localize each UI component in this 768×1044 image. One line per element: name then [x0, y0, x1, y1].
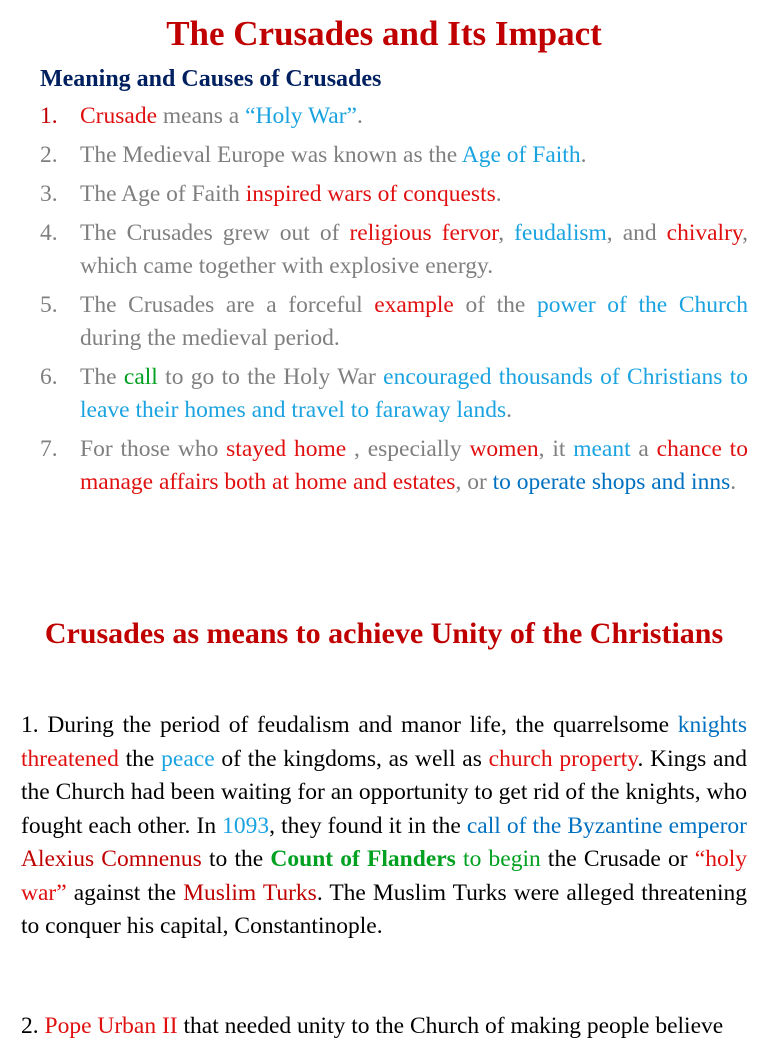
- text-run: to begin: [463, 846, 541, 872]
- text-run: , especially: [346, 436, 470, 462]
- list-number: 6.: [40, 364, 58, 390]
- text-run: chivalry: [666, 220, 743, 246]
- text-run: . The Muslim Turks were alleged threatening to conquer his capital, Constantinople.: [21, 879, 747, 939]
- text-run: .: [730, 469, 737, 495]
- text-run: Count of Flanders: [270, 846, 456, 872]
- text-run: the: [118, 745, 162, 772]
- list-item: [0, 139, 748, 172]
- text-run: religious fervor: [349, 220, 499, 246]
- text-run: meant: [573, 436, 631, 462]
- list-number: 1.: [40, 103, 58, 129]
- text-run: “holy war”: [21, 846, 748, 906]
- text-run: a: [630, 436, 657, 462]
- list-number: 4.: [40, 220, 58, 246]
- text-run: call: [123, 364, 158, 390]
- text-run: of the kingdoms, as well as: [214, 745, 489, 772]
- body-paragraph: [21, 709, 747, 944]
- text-run: ,: [498, 220, 515, 246]
- text-run: power of the Church: [536, 292, 748, 318]
- text-run: The Crusades are a forceful: [80, 292, 375, 318]
- page-title: The Crusades and Its Impact: [166, 14, 602, 53]
- text-run: 2.: [21, 1013, 45, 1039]
- list-item: [0, 100, 748, 133]
- text-run: . Kings and the Church had been waiting for an opportunity to get rid of the knights, who fought each other. In: [21, 745, 747, 839]
- list-number: 2.: [40, 142, 58, 168]
- text-run: church property: [488, 745, 638, 772]
- text-run: Muslim Turks: [183, 879, 317, 906]
- text-run: The Age of Faith: [80, 181, 246, 207]
- text-run: “Holy War”: [245, 103, 357, 129]
- list-item-text: [80, 142, 586, 168]
- list-number: 5.: [40, 292, 58, 318]
- text-run: the Crusade or: [540, 846, 695, 872]
- text-run: The Medieval Europe was known as the: [80, 142, 462, 168]
- text-run: For those who: [80, 436, 227, 462]
- causes-list: [0, 100, 748, 505]
- list-number: 3.: [40, 181, 58, 207]
- list-item-text: [80, 292, 748, 351]
- text-run: women: [469, 436, 539, 462]
- text-run: .: [356, 103, 363, 129]
- text-run: example: [374, 292, 454, 318]
- text-run: Crusade: [80, 103, 158, 129]
- text-run: .: [506, 397, 512, 423]
- list-item-text: [80, 220, 748, 279]
- text-run: stayed home: [226, 436, 347, 462]
- list-item-text: [80, 181, 502, 207]
- text-run: 1. During the period of feudalism and manor life, the quarrelsome: [21, 712, 678, 738]
- text-run: encouraged thousands of Christians to leave their homes and travel to faraway lands: [80, 364, 748, 423]
- text-run: Alexius Comnenus: [21, 846, 202, 872]
- text-run: call of the Byzantine emperor: [466, 812, 747, 839]
- list-item-text: [80, 364, 748, 423]
- text-run: Pope Urban II: [44, 1013, 178, 1039]
- text-run: against the: [66, 879, 184, 906]
- list-item: [0, 289, 748, 355]
- text-run: feudalism: [514, 220, 607, 246]
- text-run: peace: [161, 745, 215, 772]
- text-run: , and: [606, 220, 667, 246]
- text-run: The Crusades grew out of: [80, 220, 350, 246]
- list-item-text: [80, 103, 363, 129]
- text-run: , it: [538, 436, 574, 462]
- text-run: inspired wars of conquests: [245, 181, 496, 207]
- body-paragraph-cutoff: [21, 1010, 747, 1044]
- list-item: [0, 217, 748, 283]
- list-item: [0, 361, 748, 427]
- text-run: during the medieval period.: [80, 325, 340, 351]
- list-item: [0, 178, 748, 211]
- section-heading: Crusades as means to achieve Unity of the Christians: [44, 617, 724, 650]
- text-run: .: [580, 142, 587, 168]
- text-run: means a: [157, 103, 246, 129]
- text-run: that needed unity to the Church of making people believe: [177, 1013, 724, 1039]
- text-run: to the: [201, 846, 271, 872]
- list-item-text: [80, 436, 748, 495]
- text-run: The: [80, 364, 124, 390]
- list-item: [0, 433, 748, 499]
- text-run: 1093: [222, 812, 270, 839]
- text-run: Age of Faith: [461, 142, 581, 168]
- text-run: threatened: [21, 745, 119, 772]
- text-run: , or: [455, 469, 493, 495]
- text-run: , they found it in the: [269, 812, 467, 839]
- text-run: to operate shops and inns: [492, 469, 731, 495]
- text-run: chance to manage affairs both at home and estates: [80, 436, 748, 495]
- text-run: of the: [453, 292, 537, 318]
- text-run: [456, 846, 463, 872]
- section-subtitle: Meaning and Causes of Crusades: [40, 66, 382, 92]
- text-run: to go to the Holy War: [157, 364, 384, 390]
- text-run: , which came together with explosive energy.: [80, 220, 748, 279]
- text-run: .: [495, 181, 502, 207]
- text-run: knights: [677, 712, 747, 738]
- list-number: 7.: [40, 436, 58, 462]
